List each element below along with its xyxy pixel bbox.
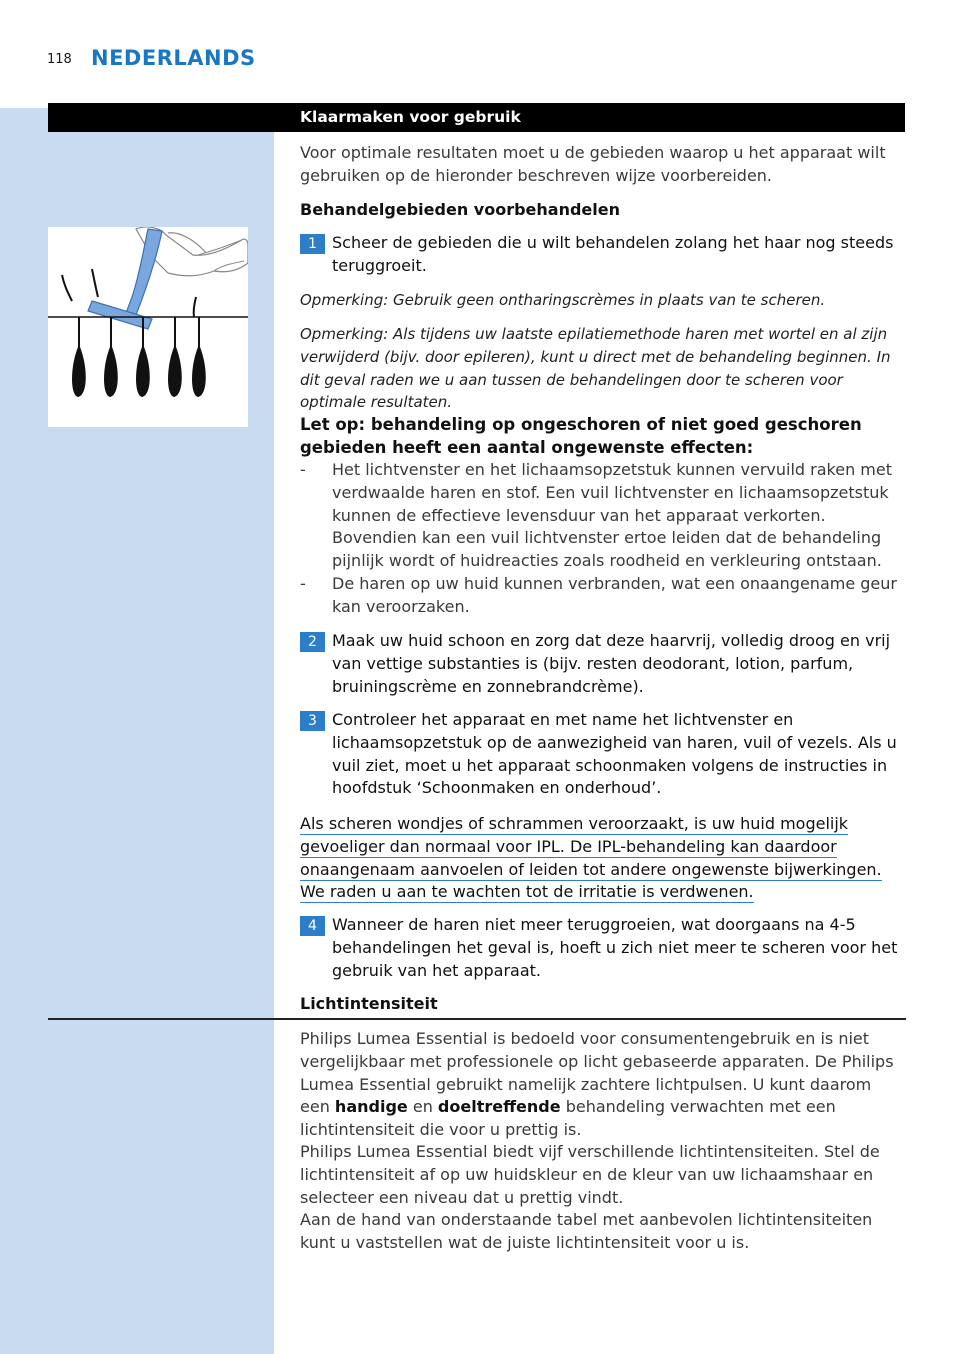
light-paragraph-3: Aan de hand van onderstaande tabel met aanbevolen lichtintensiteiten kunt u vaststellen wat de juiste lichtintensiteit voor u is.	[300, 1210, 873, 1252]
warning-line: We raden u aan te wachten tot de irritatie is verdwenen.	[300, 882, 754, 902]
warning-block	[300, 813, 906, 904]
warning-line: onaangenaam aanvoelen of leiden tot andere ongewenste bijwerkingen.	[300, 859, 882, 879]
page-number: 118	[47, 52, 72, 67]
section-header-bar	[48, 103, 905, 132]
note-1: Opmerking: Gebruik geen ontharingscrèmes in plaats van te scheren.	[300, 291, 826, 309]
warning-line: Als scheren wondjes of schrammen veroorzaakt, is uw huid mogelijk	[300, 814, 849, 833]
note-2: Opmerking: Als tijdens uw laatste epilatiemethode haren met wortel en al zijn verwijderd (bijv. door epileren), kunt u direct met de behandeling beginnen. In dit geval raden we u aan tussen de behandelingen door te scheren voor optimale resultaten.	[300, 325, 891, 412]
step-2-badge: 2	[300, 632, 325, 652]
section-header-title: Klaarmaken voor gebruik	[300, 108, 521, 126]
step-2-text: Maak uw huid schoon en zorg dat deze haarvrij, volledig droog en vrij van vettige substanties is (bijv. resten deodorant, lotion, parfum, bruiningscrème en zonnebrandcrème).	[332, 631, 891, 696]
subheading-light-intensity: Lichtintensiteit	[300, 994, 438, 1013]
subheading-pretreat: Behandelgebieden voorbehandelen	[300, 200, 620, 219]
caution-heading: Let op: behandeling op ongeschoren of niet goed geschoren gebieden heeft een aantal ongewenste effecten:	[300, 415, 862, 457]
shaving-illustration	[48, 227, 248, 427]
step-1-text: Scheer de gebieden die u wilt behandelen zolang het haar nog steeds teruggroeit.	[332, 233, 894, 275]
light-paragraph-2: Philips Lumea Essential biedt vijf verschillende lichtintensiteiten. Stel de lichtintensiteit af op uw huidskleur en de kleur van uw lichaamshaar en selecteer een niveau dat u prettig vindt.	[300, 1142, 880, 1207]
warning-line: gevoeliger dan normaal voor IPL. De IPL-behandeling kan daardoor	[300, 836, 837, 856]
bullet-dash: -	[300, 460, 306, 479]
step-3-badge: 3	[300, 711, 325, 731]
section-divider	[48, 1018, 906, 1020]
step-4-badge: 4	[300, 916, 325, 936]
bullet-2: De haren op uw huid kunnen verbranden, wat een onaangename geur kan veroorzaken.	[332, 574, 897, 616]
intro-paragraph: Voor optimale resultaten moet u de gebieden waarop u het apparaat wilt gebruiken op de hieronder beschreven wijze voorbereiden.	[300, 143, 886, 185]
bullet-dash: -	[300, 574, 306, 593]
bullet-1: Het lichtvenster en het lichaamsopzetstuk kunnen vervuild raken met verdwaalde haren en stof. Een vuil lichtvenster en lichaamsopzetstuk kunnen de effectieve levensduur van het apparaat verkorten. Bovendien kan een vuil lichtvenster ertoe leiden dat de behandeling pijnlijk wordt of huidreacties zoals roodheid en verkleuring ontstaan.	[332, 460, 892, 571]
section-language-title: NEDERLANDS	[91, 46, 256, 70]
step-3-text: Controleer het apparaat en met name het lichtvenster en lichaamsopzetstuk op de aanwezigheid van haren, vuil of vezels. Als u vuil ziet, moet u het apparaat schoonmaken volgens de instructies in hoofdstuk ‘Schoonmaken en onderhoud’.	[332, 710, 897, 798]
step-1-badge: 1	[300, 234, 325, 254]
step-4-text: Wanneer de haren niet meer teruggroeien, wat doorgaans na 4-5 behandelingen het geval is, hoeft u zich niet meer te scheren voor het gebruik van het apparaat.	[332, 915, 898, 980]
light-paragraph-1: Philips Lumea Essential is bedoeld voor consumentengebruik en is niet vergelijkbaar met professionele op licht gebaseerde apparaten. De Philips Lumea Essential gebruikt namelijk zachtere lichtpulsen. U kunt daarom een handige en doeltreffende behandeling verwachten met een lichtintensiteit die voor u prettig is.	[300, 1029, 894, 1140]
